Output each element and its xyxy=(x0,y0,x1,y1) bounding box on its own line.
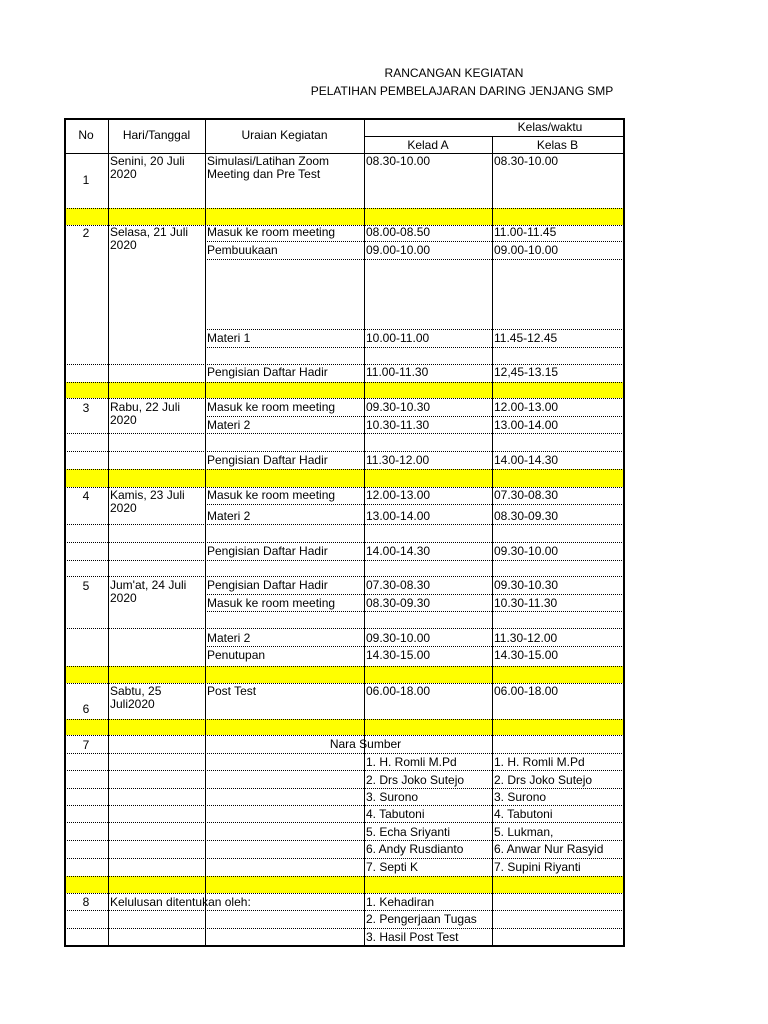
time-kelas-b: 09.30-10.30 xyxy=(494,578,559,592)
header-uraian-kegiatan: Uraian Kegiatan xyxy=(241,128,328,142)
row-activity: Pengisian Daftar Hadir xyxy=(207,453,328,467)
row-activity: Materi 2 xyxy=(207,418,251,432)
time-kelas-b: 11.30-12.00 xyxy=(494,631,558,645)
time-kelas-a: 12.00-13.00 xyxy=(366,488,431,502)
speaker-kelas-a: 4. Tabutoni xyxy=(366,807,425,821)
speaker-kelas-b: 3. Surono xyxy=(494,790,547,804)
speaker-kelas-b: 6. Anwar Nur Rasyid xyxy=(494,842,604,856)
time-kelas-b: 12,45-13.15 xyxy=(494,365,559,379)
speaker-kelas-b: 5. Lukman, xyxy=(494,825,554,839)
row-date: Senini, 20 Juli 2020 xyxy=(110,154,185,181)
time-kelas-b: 12.00-13.00 xyxy=(494,400,559,414)
speaker-kelas-a: 2. Drs Joko Sutejo xyxy=(366,773,465,787)
time-kelas-a: 08.00-08.50 xyxy=(366,225,431,239)
separator-band xyxy=(65,208,624,225)
speaker-kelas-a: 7. Septi K xyxy=(366,860,419,874)
time-kelas-a: 08.30-10.00 xyxy=(366,154,431,168)
document-subtitle: PELATIHAN PEMBELAJARAN DARING JENJANG SMP xyxy=(310,84,614,98)
time-kelas-a: 10.30-11.30 xyxy=(366,418,430,432)
row-activity: Pembuukaan xyxy=(207,243,278,257)
separator-band xyxy=(65,469,624,487)
time-kelas-a: 13.00-14.00 xyxy=(366,509,431,523)
time-kelas-a: 14.00-14.30 xyxy=(366,544,431,558)
row-no: 7 xyxy=(82,738,90,752)
speaker-kelas-b: 7. Supini Riyanti xyxy=(494,860,581,874)
row-activity: Masuk ke room meeting xyxy=(207,596,336,610)
time-kelas-b: 07.30-08.30 xyxy=(494,488,559,502)
row-no: 4 xyxy=(82,489,90,503)
row-activity: Materi 2 xyxy=(207,509,251,523)
separator-band xyxy=(65,876,624,893)
row-no: 2 xyxy=(82,226,90,240)
time-kelas-b: 13.00-14.00 xyxy=(494,418,559,432)
row-activity: Materi 1 xyxy=(207,331,251,345)
nara-sumber-label: Nara Sumber xyxy=(329,737,402,751)
row-no: 8 xyxy=(82,895,90,909)
row-activity: Penutupan xyxy=(207,648,266,662)
document-title: RANCANGAN KEGIATAN xyxy=(384,66,524,80)
time-kelas-a: 11.30-12.00 xyxy=(366,453,430,467)
time-kelas-a: 06.00-18.00 xyxy=(366,684,431,698)
row-date: Jum'at, 24 Juli 2020 xyxy=(110,578,187,605)
speaker-kelas-b: 1. H. Romli M.Pd xyxy=(494,755,585,769)
time-kelas-b: 14.00-14.30 xyxy=(494,453,559,467)
time-kelas-b: 08.30-09.30 xyxy=(494,509,559,523)
time-kelas-b: 06.00-18.00 xyxy=(494,684,559,698)
time-kelas-b: 11.00-11.45 xyxy=(494,225,557,239)
kelulusan-criterion: 1. Kehadiran xyxy=(366,895,435,909)
row-no: 5 xyxy=(82,579,90,593)
time-kelas-b: 10.30-11.30 xyxy=(494,596,558,610)
header-kelas-a: Kelad A xyxy=(407,138,449,152)
separator-band xyxy=(65,719,624,735)
time-kelas-a: 09.30-10.30 xyxy=(366,400,431,414)
kelulusan-criterion: 3. Hasil Post Test xyxy=(366,930,459,944)
time-kelas-a: 09.00-10.00 xyxy=(366,243,431,257)
time-kelas-b: 14.30-15.00 xyxy=(494,648,559,662)
row-no: 6 xyxy=(82,702,90,716)
time-kelas-b: 09.30-10.00 xyxy=(494,544,559,558)
header-kelas-b: Kelas B xyxy=(536,138,579,152)
speaker-kelas-b: 2. Drs Joko Sutejo xyxy=(494,773,593,787)
separator-band xyxy=(65,666,624,683)
row-activity: Materi 2 xyxy=(207,631,251,645)
kelulusan-label: Kelulusan ditentukan oleh: xyxy=(110,895,251,909)
row-activity: Masuk ke room meeting xyxy=(207,488,336,502)
time-kelas-a: 08.30-09.30 xyxy=(366,596,431,610)
time-kelas-a: 11.00-11.30 xyxy=(366,365,429,379)
column-divider xyxy=(492,136,493,946)
header-kelas-waktu: Kelas/waktu xyxy=(517,120,583,134)
row-date: Rabu, 22 Juli 2020 xyxy=(110,400,181,427)
kelulusan-criterion: 2. Pengerjaan Tugas xyxy=(366,912,477,926)
time-kelas-b: 09.00-10.00 xyxy=(494,243,559,257)
separator-band xyxy=(65,382,624,398)
row-date: Kamis, 23 Juli 2020 xyxy=(110,488,185,515)
row-activity: Masuk ke room meeting xyxy=(207,400,336,414)
speaker-kelas-b: 4. Tabutoni xyxy=(494,807,553,821)
row-activity: Simulasi/Latihan Zoom Meeting dan Pre Test xyxy=(207,154,330,181)
time-kelas-a: 09.30-10.00 xyxy=(366,631,431,645)
time-kelas-a: 10.00-11.00 xyxy=(366,331,430,345)
speaker-kelas-a: 1. H. Romli M.Pd xyxy=(366,755,457,769)
row-date: Sabtu, 25 Juli2020 xyxy=(110,684,162,711)
header-divider xyxy=(364,136,624,137)
speaker-kelas-a: 5. Echa Sriyanti xyxy=(366,825,451,839)
table-border-bottom xyxy=(64,945,625,947)
speaker-kelas-a: 3. Surono xyxy=(366,790,419,804)
time-kelas-a: 07.30-08.30 xyxy=(366,578,431,592)
time-kelas-b: 11.45-12.45 xyxy=(494,331,558,345)
speaker-kelas-a: 6. Andy Rusdianto xyxy=(366,842,464,856)
row-no: 3 xyxy=(82,401,90,415)
row-activity: Pengisian Daftar Hadir xyxy=(207,578,328,592)
row-activity: Pengisian Daftar Hadir xyxy=(207,544,328,558)
row-date: Selasa, 21 Juli 2020 xyxy=(110,225,189,252)
header-hari-tanggal: Hari/Tanggal xyxy=(122,128,191,142)
row-activity: Pengisian Daftar Hadir xyxy=(207,365,328,379)
time-kelas-b: 08.30-10.00 xyxy=(494,154,559,168)
time-kelas-a: 14.30-15.00 xyxy=(366,648,431,662)
header-no: No xyxy=(78,128,94,142)
row-activity: Masuk ke room meeting xyxy=(207,225,336,239)
row-no: 1 xyxy=(82,173,90,187)
row-activity: Post Test xyxy=(207,684,257,698)
